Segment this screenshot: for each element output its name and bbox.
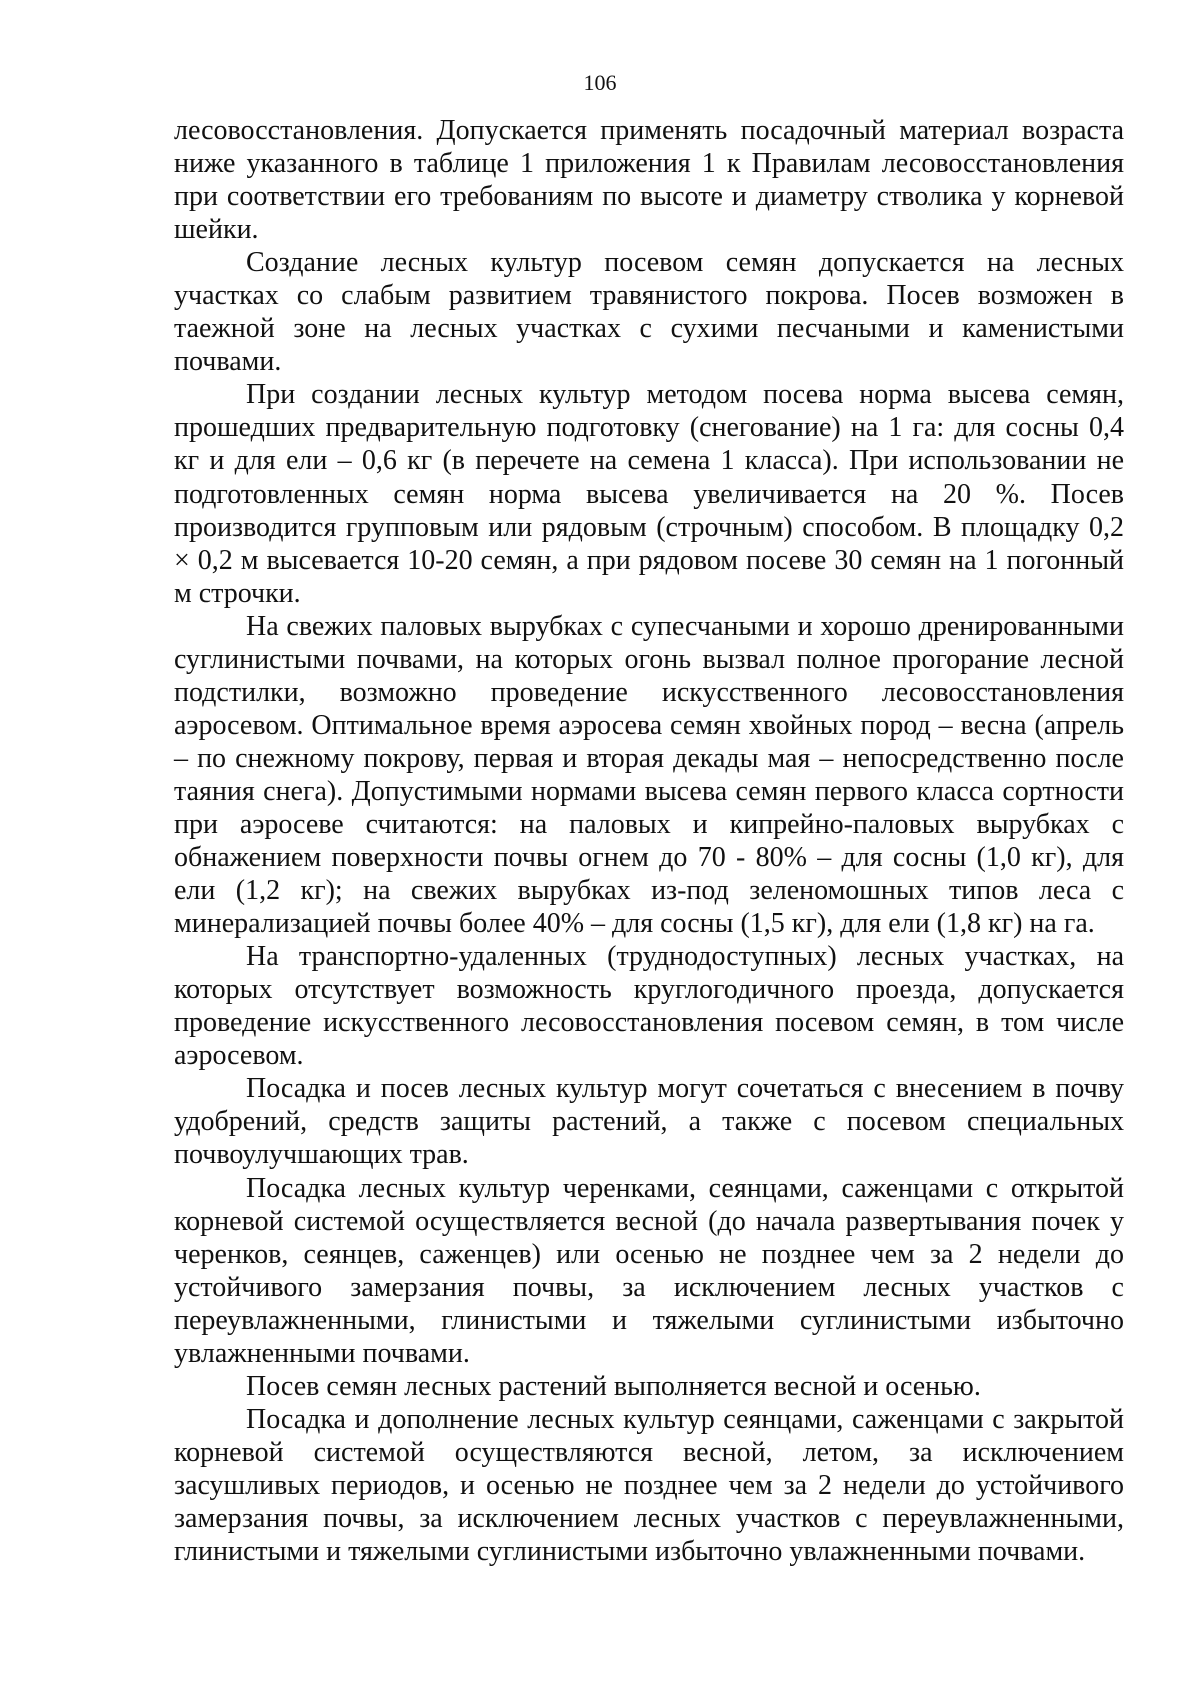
paragraph-seed-sowing: Создание лесных культур посевом семян допускается на лесных участках со слабым развитием травянистого покрова. Посев возможен в таежной зоне на лесных участках с сухими песчаными и каменистыми почвами. — [174, 247, 1124, 378]
paragraph-fertilizers: Посадка и посев лесных культур могут сочетаться с внесением в почву удобрений, средств защиты растений, а также с посевом специальных почвоулучшающих трав. — [174, 1073, 1124, 1171]
paragraph-continuation: лесовосстановления. Допускается применять посадочный материал возраста ниже указанного в таблице 1 приложения 1 к Правилам лесовосстановления при соответствии его требованиям по высоте и диаметру стволика у корневой шейки. — [174, 115, 1124, 246]
paragraph-aerial-seeding: На свежих паловых вырубках с супесчаными и хорошо дренированными суглинистыми почвами, на которых огонь вызвал полное прогорание лесной подстилки, возможно проведение искусственного лесовосстановления аэросевом. Оптимальное время аэросева семян хвойных пород – весна (апрель – по снежному покрову, первая и вторая декады мая – непосредственно после таяния снега). Допустимыми нормами высева семян первого класса сортности при аэросеве считаются: на паловых и кипрейно-паловых вырубках с обнажением поверхности почвы огнем до 70 - 80% – для сосны (1,0 кг), для ели (1,2 кг); на свежих вырубках из-под зеленомошных типов леса с минерализацией почвы более 40% – для сосны (1,5 кг), для ели (1,8 кг) на га. — [174, 610, 1124, 940]
document-body — [174, 114, 1124, 1568]
paragraph-sowing-season: Посев семян лесных растений выполняется весной и осенью. — [246, 1370, 981, 1402]
paragraph-closed-root-planting: Посадка и дополнение лесных культур сеянцами, саженцами с закрытой корневой системой осуществляются весной, летом, за исключением засушливых периодов, и осенью не позднее чем за 2 недели до устойчивого замерзания почвы, за исключением лесных участков с переувлажненными, глинистыми и тяжелыми суглинистыми избыточно увлажненными почвами. — [174, 1403, 1124, 1568]
page-number: 106 — [583, 70, 617, 95]
paragraph-seeding-rate: При создании лесных культур методом посева норма высева семян, прошедших предварительную подготовку (снегование) на 1 га: для сосны 0,4 кг и для ели – 0,6 кг (в перечете на семена 1 класса). При использовании не подготовленных семян норма высева увеличивается на 20 %. Посев производится групповым или рядовым (строчным) способом. В площадку 0,2 × 0,2 м высевается 10-20 семян, а при рядовом посеве 30 семян на 1 погонный м строчки. — [174, 379, 1124, 609]
paragraph-remote-areas: На транспортно-удаленных (труднодоступных) лесных участках, на которых отсутствует возможность круглогодичного проезда, допускается проведение искусственного лесовосстановления посевом семян, в том числе аэросевом. — [174, 941, 1124, 1072]
paragraph-open-root-planting: Посадка лесных культур черенками, сеянцами, саженцами с открытой корневой системой осуществляется весной (до начала развертывания почек у черенков, сеянцев, саженцев) или осенью не позднее чем за 2 недели до устойчивого замерзания почвы, за исключением лесных участков с переувлажненными, глинистыми и тяжелыми суглинистыми избыточно увлажненными почвами. — [174, 1172, 1124, 1369]
